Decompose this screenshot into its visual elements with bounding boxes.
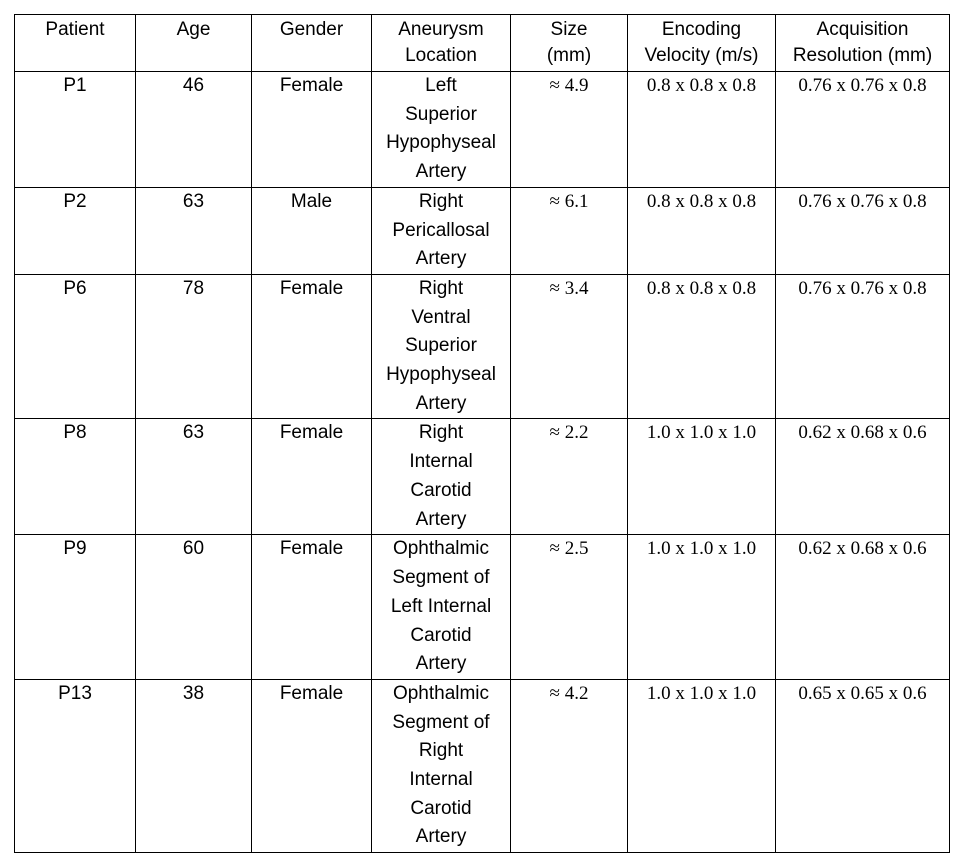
- cell-age: 63: [136, 419, 252, 535]
- header-gender: Gender: [252, 15, 372, 72]
- header-acquisition-resolution: Acquisition Resolution (mm): [776, 15, 950, 72]
- cell-patient: P13: [15, 679, 136, 852]
- cell-gender: Female: [252, 274, 372, 419]
- cell-acquisition-resolution: 0.65 x 0.65 x 0.6: [776, 679, 950, 852]
- cell-encoding-velocity: 0.8 x 0.8 x 0.8: [628, 187, 776, 274]
- table-row: [15, 535, 950, 680]
- cell-patient: P2: [15, 187, 136, 274]
- cell-patient: P8: [15, 419, 136, 535]
- cell-location: Right Ventral Superior Hypophyseal Artery: [372, 274, 511, 419]
- cell-age: 60: [136, 535, 252, 680]
- cell-gender: Male: [252, 187, 372, 274]
- table-header: [15, 15, 950, 72]
- cell-location: Ophthalmic Segment of Right Internal Carotid Artery: [372, 679, 511, 852]
- header-row: [15, 15, 950, 72]
- cell-encoding-velocity: 1.0 x 1.0 x 1.0: [628, 419, 776, 535]
- cell-patient: P9: [15, 535, 136, 680]
- cell-size: ≈ 3.4: [511, 274, 628, 419]
- cell-encoding-velocity: 0.8 x 0.8 x 0.8: [628, 274, 776, 419]
- cell-encoding-velocity: 0.8 x 0.8 x 0.8: [628, 72, 776, 188]
- header-encoding-velocity: Encoding Velocity (m/s): [628, 15, 776, 72]
- cell-encoding-velocity: 1.0 x 1.0 x 1.0: [628, 535, 776, 680]
- header-size: Size (mm): [511, 15, 628, 72]
- cell-patient: P1: [15, 72, 136, 188]
- table-row: [15, 187, 950, 274]
- cell-encoding-velocity: 1.0 x 1.0 x 1.0: [628, 679, 776, 852]
- cell-size: ≈ 4.9: [511, 72, 628, 188]
- cell-location: Right Pericallosal Artery: [372, 187, 511, 274]
- cell-size: ≈ 2.5: [511, 535, 628, 680]
- cell-acquisition-resolution: 0.76 x 0.76 x 0.8: [776, 187, 950, 274]
- cell-size: ≈ 4.2: [511, 679, 628, 852]
- table-row: [15, 274, 950, 419]
- cell-size: ≈ 2.2: [511, 419, 628, 535]
- cell-age: 38: [136, 679, 252, 852]
- cell-gender: Female: [252, 419, 372, 535]
- cell-location: Left Superior Hypophyseal Artery: [372, 72, 511, 188]
- cell-acquisition-resolution: 0.62 x 0.68 x 0.6: [776, 419, 950, 535]
- table-row: [15, 419, 950, 535]
- cell-acquisition-resolution: 0.76 x 0.76 x 0.8: [776, 274, 950, 419]
- cell-gender: Female: [252, 679, 372, 852]
- cell-gender: Female: [252, 535, 372, 680]
- cell-age: 78: [136, 274, 252, 419]
- cell-gender: Female: [252, 72, 372, 188]
- header-aneurysm-location: Aneurysm Location: [372, 15, 511, 72]
- cell-patient: P6: [15, 274, 136, 419]
- cell-acquisition-resolution: 0.76 x 0.76 x 0.8: [776, 72, 950, 188]
- cell-age: 46: [136, 72, 252, 188]
- patient-data-table: [14, 14, 950, 853]
- cell-age: 63: [136, 187, 252, 274]
- cell-acquisition-resolution: 0.62 x 0.68 x 0.6: [776, 535, 950, 680]
- cell-location: Ophthalmic Segment of Left Internal Carotid Artery: [372, 535, 511, 680]
- table-row: [15, 679, 950, 852]
- table-row: [15, 72, 950, 188]
- table-body: [15, 72, 950, 853]
- cell-size: ≈ 6.1: [511, 187, 628, 274]
- header-patient: Patient: [15, 15, 136, 72]
- cell-location: Right Internal Carotid Artery: [372, 419, 511, 535]
- header-age: Age: [136, 15, 252, 72]
